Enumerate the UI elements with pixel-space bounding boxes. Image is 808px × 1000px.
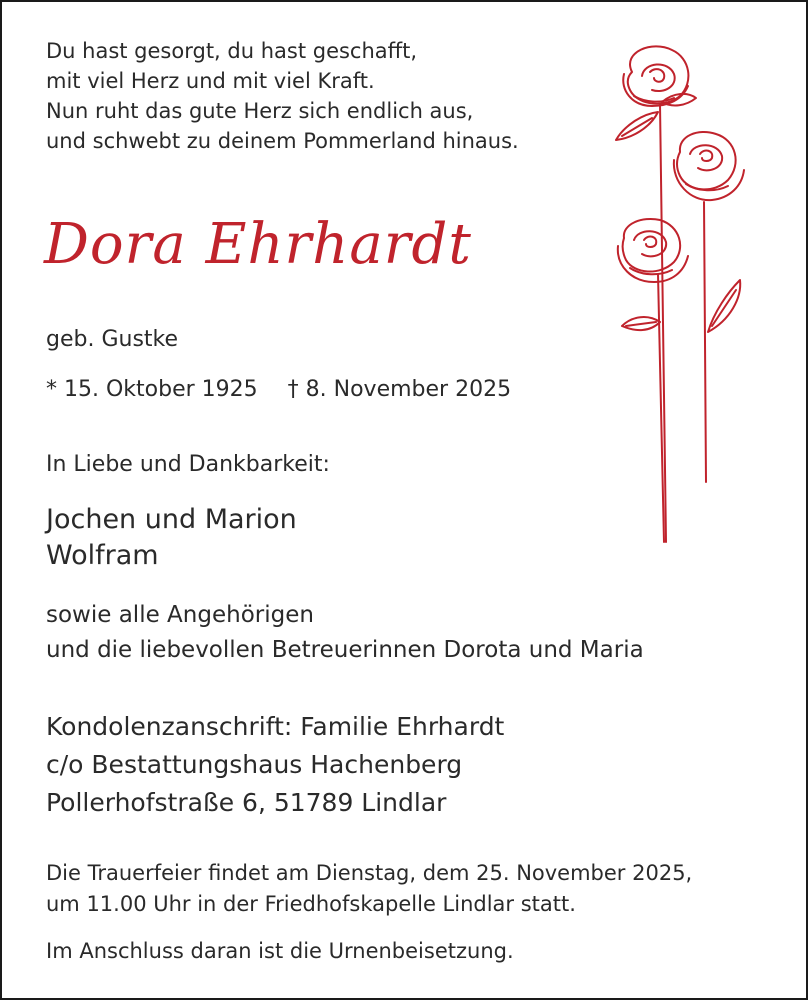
- ceremony-info: [46, 858, 692, 920]
- relatives-line: und die liebevollen Betreuerinnen Dorota und Maria: [46, 637, 644, 663]
- memorial-poem: [46, 36, 519, 156]
- mourner-name: Wolfram: [46, 540, 159, 571]
- birth-date: * 15. Oktober 1925: [46, 377, 258, 402]
- poem-line: mit viel Herz und mit viel Kraft.: [46, 69, 375, 93]
- ceremony-line: um 11.00 Uhr in der Friedhofskapelle Lindlar statt.: [46, 892, 576, 916]
- deceased-name: Dora Ehrhardt: [44, 212, 472, 277]
- rose-top-icon: [616, 46, 696, 140]
- poem-line: und schwebt zu deinem Pommerland hinaus.: [46, 129, 519, 153]
- maiden-name: geb. Gustke: [46, 327, 179, 352]
- relatives-line: sowie alle Angehörigen: [46, 602, 314, 628]
- address-line: c/o Bestattungshaus Hachenberg: [46, 750, 463, 779]
- roses-drawing-icon: [602, 42, 762, 552]
- poem-line: Du hast gesorgt, du hast geschafft,: [46, 39, 418, 63]
- address-line: Pollerhofstraße 6, 51789 Lindlar: [46, 788, 447, 817]
- death-date: † 8. November 2025: [287, 377, 512, 402]
- relatives: [46, 598, 644, 668]
- rose-right-icon: [674, 132, 744, 332]
- mourners-intro: In Liebe und Dankbarkeit:: [46, 452, 330, 477]
- rose-left-icon: [618, 219, 688, 330]
- address-line: Kondolenzanschrift: Familie Ehrhardt: [46, 712, 505, 741]
- life-dates: [46, 375, 511, 405]
- mourner-names: [46, 502, 297, 574]
- ceremony-line: Die Trauerfeier findet am Dienstag, dem 25. November 2025,: [46, 861, 693, 885]
- condolence-address: [46, 708, 504, 822]
- poem-line: Nun ruht das gute Herz sich endlich aus,: [46, 99, 474, 123]
- mourner-name: Jochen und Marion: [46, 504, 297, 535]
- urn-burial-note: Im Anschluss daran ist die Urnenbeisetzung.: [46, 939, 514, 963]
